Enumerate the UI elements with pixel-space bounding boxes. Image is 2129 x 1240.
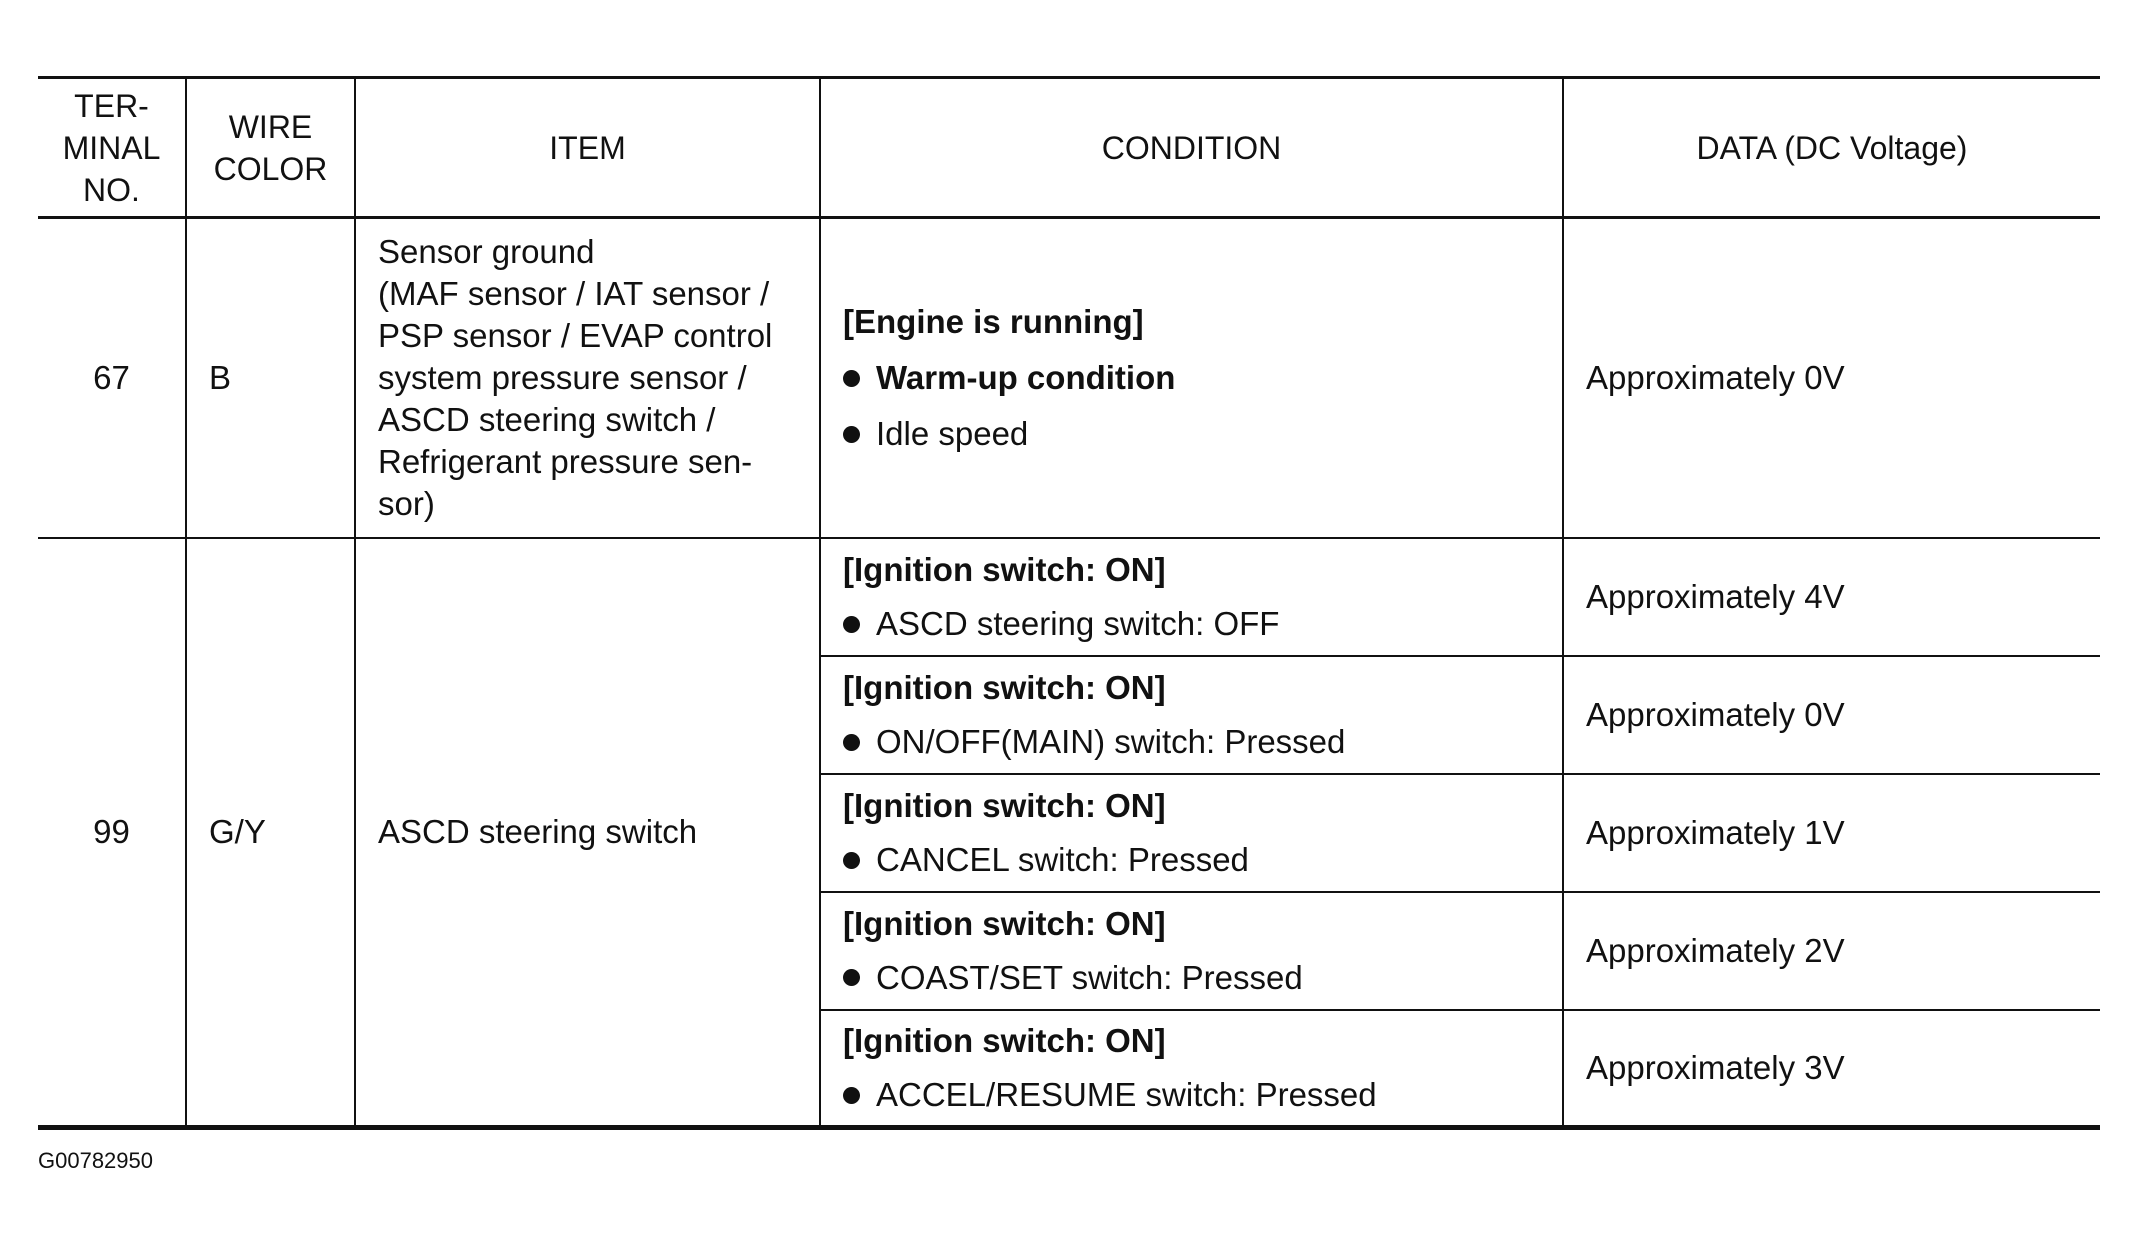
condition-heading: [Ignition switch: ON] (843, 904, 1166, 942)
bullet-icon (843, 734, 860, 751)
condition-bullet: Idle speed (843, 412, 1562, 456)
condition-cell (820, 218, 1563, 538)
item-cell: ASCD steering switch (355, 538, 820, 1128)
condition-bullet: ASCD steering switch: OFF (843, 602, 1562, 646)
condition-cell (820, 1010, 1563, 1128)
condition-heading: [Ignition switch: ON] (843, 1021, 1166, 1059)
terminal-cell: 67 (38, 218, 186, 538)
condition-cell (820, 538, 1563, 656)
item-line: ASCD steering switch / (378, 400, 716, 438)
table-row-99 (38, 538, 2100, 656)
header-terminal-no: TER- MINAL NO. (38, 78, 186, 218)
condition-heading: [Engine is running] (843, 302, 1144, 340)
table-row-67 (38, 218, 2100, 538)
data-cell: Approximately 3V (1563, 1010, 2100, 1128)
item-cell (355, 218, 820, 538)
bullet-icon (843, 852, 860, 869)
item-line: system pressure sensor / (378, 358, 747, 396)
wire-color-cell: G/Y (186, 538, 355, 1128)
condition-heading: [Ignition switch: ON] (843, 786, 1166, 824)
header-data: DATA (DC Voltage) (1563, 78, 2100, 218)
condition-bullet: Warm-up condition (843, 356, 1562, 400)
bullet-icon (843, 1087, 860, 1104)
condition-cell (820, 892, 1563, 1010)
bullet-icon (843, 370, 860, 387)
item-line: Refrigerant pressure sen- (378, 442, 753, 480)
item-line: PSP sensor / EVAP control (378, 316, 773, 354)
data-cell: Approximately 0V (1563, 656, 2100, 774)
item-line: sor) (378, 484, 435, 522)
item-line: Sensor ground (378, 232, 595, 270)
data-cell: Approximately 2V (1563, 892, 2100, 1010)
terminal-cell: 99 (38, 538, 186, 1128)
condition-heading: [Ignition switch: ON] (843, 668, 1166, 706)
figure-code: G00782950 (38, 1148, 153, 1173)
condition-heading: [Ignition switch: ON] (843, 550, 1166, 588)
condition-bullet: ON/OFF(MAIN) switch: Pressed (843, 720, 1562, 764)
item-line: (MAF sensor / IAT sensor / (378, 274, 770, 312)
condition-bullet: ACCEL/RESUME switch: Pressed (843, 1073, 1562, 1117)
condition-bullet: COAST/SET switch: Pressed (843, 956, 1562, 1000)
wire-color-cell: B (186, 218, 355, 538)
condition-cell (820, 774, 1563, 892)
condition-bullet: CANCEL switch: Pressed (843, 838, 1562, 882)
bullet-icon (843, 616, 860, 633)
header-wire-color: WIRE COLOR (186, 78, 355, 218)
data-cell: Approximately 4V (1563, 538, 2100, 656)
condition-cell (820, 656, 1563, 774)
bullet-icon (843, 969, 860, 986)
bullet-icon (843, 426, 860, 443)
data-cell: Approximately 0V (1563, 218, 2100, 538)
terminal-data-table (38, 76, 2100, 1130)
data-cell: Approximately 1V (1563, 774, 2100, 892)
header-row (38, 78, 2100, 218)
header-condition: CONDITION (820, 78, 1563, 218)
header-item: ITEM (355, 78, 820, 218)
